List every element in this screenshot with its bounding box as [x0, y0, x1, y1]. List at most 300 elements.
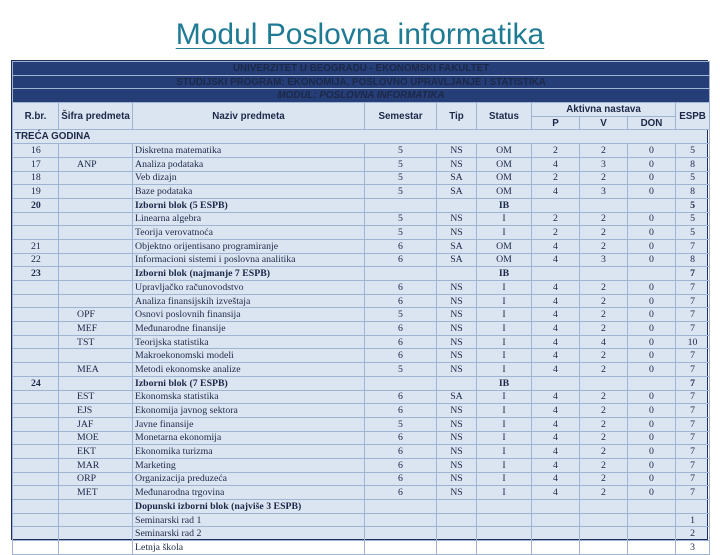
- cell-status: OM: [477, 239, 532, 253]
- cell-status: I: [477, 404, 532, 418]
- cell-tip: SA: [437, 253, 477, 267]
- cell-sem: 6: [365, 431, 437, 445]
- cell-p: 4: [532, 404, 580, 418]
- cell-code: [59, 239, 133, 253]
- cell-tip: NS: [437, 404, 477, 418]
- cell-v: [580, 198, 628, 212]
- cell-tip: [437, 198, 477, 212]
- col-p: P: [532, 116, 580, 130]
- cell-name: Izborni blok (5 ESPB): [133, 198, 365, 212]
- cell-p: 4: [532, 445, 580, 459]
- cell-code: [59, 541, 133, 555]
- cell-code: [59, 294, 133, 308]
- cell-code: MAR: [59, 458, 133, 472]
- cell-don: 0: [628, 335, 676, 349]
- course-row: [13, 431, 710, 445]
- cell-name: Seminarski rad 1: [133, 513, 365, 527]
- cell-v: 2: [580, 472, 628, 486]
- cell-tip: SA: [437, 239, 477, 253]
- cell-name: Teorijska statistika: [133, 335, 365, 349]
- cell-name: Ekonomska statistika: [133, 390, 365, 404]
- cell-name: Osnovi poslovnih finansija: [133, 308, 365, 322]
- cell-v: 3: [580, 253, 628, 267]
- cell-sem: 6: [365, 458, 437, 472]
- col-aktivna-nastava: Aktivna nastava: [532, 103, 676, 117]
- cell-sem: [365, 513, 437, 527]
- course-row: [13, 144, 710, 158]
- cell-name: Veb dizajn: [133, 171, 365, 185]
- cell-p: 2: [532, 144, 580, 158]
- cell-tip: SA: [437, 185, 477, 199]
- curriculum-table-image: [11, 60, 708, 553]
- cell-status: I: [477, 212, 532, 226]
- cell-espb: 7: [676, 376, 710, 390]
- cell-v: 2: [580, 363, 628, 377]
- cell-don: [628, 527, 676, 541]
- cell-code: EST: [59, 390, 133, 404]
- cell-name: Baze podataka: [133, 185, 365, 199]
- cell-code: EKT: [59, 445, 133, 459]
- cell-sem: 6: [365, 335, 437, 349]
- cell-code: [59, 513, 133, 527]
- cell-sem: 6: [365, 349, 437, 363]
- cell-name: Izborni blok (najmanje 7 ESPB): [133, 267, 365, 281]
- cell-p: 4: [532, 417, 580, 431]
- cell-don: 0: [628, 404, 676, 418]
- program-header: STUDIJSKI PROGRAM: EKONOMIJA, POSLOVNO UPRAVLJANJE I STATISTIKA: [13, 75, 710, 89]
- cell-code: [59, 500, 133, 514]
- cell-v: 3: [580, 185, 628, 199]
- cell-p: [532, 376, 580, 390]
- course-row: [13, 308, 710, 322]
- cell-status: I: [477, 335, 532, 349]
- cell-status: I: [477, 322, 532, 336]
- cell-sem: [365, 376, 437, 390]
- cell-sem: [365, 500, 437, 514]
- cell-name: Letnja škola: [133, 541, 365, 555]
- elective-block-row: [13, 376, 710, 390]
- cell-name: Analiza podataka: [133, 157, 365, 171]
- cell-code: [59, 171, 133, 185]
- cell-code: MOE: [59, 431, 133, 445]
- cell-tip: NS: [437, 294, 477, 308]
- course-row: [13, 513, 710, 527]
- col-espb: ESPB: [676, 103, 710, 130]
- cell-status: I: [477, 281, 532, 295]
- cell-sem: 6: [365, 472, 437, 486]
- course-row: [13, 335, 710, 349]
- cell-p: 4: [532, 239, 580, 253]
- cell-tip: NS: [437, 281, 477, 295]
- cell-don: [628, 376, 676, 390]
- course-row: [13, 212, 710, 226]
- cell-don: [628, 541, 676, 555]
- cell-name: Diskretna matematika: [133, 144, 365, 158]
- cell-tip: NS: [437, 226, 477, 240]
- cell-status: IB: [477, 267, 532, 281]
- cell-status: I: [477, 226, 532, 240]
- cell-sem: 5: [365, 185, 437, 199]
- course-row: [13, 390, 710, 404]
- cell-status: OM: [477, 157, 532, 171]
- cell-p: 4: [532, 458, 580, 472]
- elective-block-row: [13, 267, 710, 281]
- cell-status: I: [477, 458, 532, 472]
- cell-code: EJS: [59, 404, 133, 418]
- cell-don: 0: [628, 212, 676, 226]
- course-row: [13, 281, 710, 295]
- col-semestar: Semestar: [365, 103, 437, 130]
- cell-tip: NS: [437, 445, 477, 459]
- course-row: [13, 322, 710, 336]
- cell-v: 2: [580, 212, 628, 226]
- cell-rbr: 16: [13, 144, 59, 158]
- cell-p: 4: [532, 281, 580, 295]
- cell-status: IB: [477, 198, 532, 212]
- cell-espb: 7: [676, 267, 710, 281]
- cell-code: ANP: [59, 157, 133, 171]
- cell-p: 2: [532, 226, 580, 240]
- course-row: [13, 239, 710, 253]
- cell-don: 0: [628, 349, 676, 363]
- cell-rbr: [13, 527, 59, 541]
- course-row: [13, 253, 710, 267]
- cell-don: 0: [628, 239, 676, 253]
- cell-p: 4: [532, 308, 580, 322]
- col-tip: Tip: [437, 103, 477, 130]
- cell-don: 0: [628, 486, 676, 500]
- cell-don: 0: [628, 390, 676, 404]
- cell-code: MEA: [59, 363, 133, 377]
- cell-sem: 6: [365, 239, 437, 253]
- cell-p: [532, 541, 580, 555]
- cell-v: [580, 513, 628, 527]
- cell-don: 0: [628, 226, 676, 240]
- cell-status: OM: [477, 144, 532, 158]
- cell-v: [580, 376, 628, 390]
- cell-tip: NS: [437, 417, 477, 431]
- cell-espb: 7: [676, 322, 710, 336]
- cell-status: OM: [477, 171, 532, 185]
- cell-p: 4: [532, 349, 580, 363]
- cell-v: 2: [580, 349, 628, 363]
- cell-v: 2: [580, 445, 628, 459]
- cell-sem: 6: [365, 253, 437, 267]
- cell-v: 2: [580, 144, 628, 158]
- cell-rbr: [13, 458, 59, 472]
- cell-status: [477, 527, 532, 541]
- cell-don: 0: [628, 185, 676, 199]
- cell-status: I: [477, 472, 532, 486]
- cell-p: 4: [532, 390, 580, 404]
- cell-don: 0: [628, 171, 676, 185]
- cell-code: [59, 212, 133, 226]
- col-naziv: Naziv predmeta: [133, 103, 365, 130]
- cell-don: [628, 500, 676, 514]
- cell-tip: NS: [437, 212, 477, 226]
- cell-sem: [365, 267, 437, 281]
- col-v: V: [580, 116, 628, 130]
- cell-code: [59, 281, 133, 295]
- cell-tip: NS: [437, 144, 477, 158]
- cell-espb: 10: [676, 335, 710, 349]
- cell-status: I: [477, 445, 532, 459]
- cell-name: Dopunski izborni blok (najviše 3 ESPB): [133, 500, 365, 514]
- cell-espb: 7: [676, 445, 710, 459]
- cell-rbr: [13, 404, 59, 418]
- cell-tip: NS: [437, 472, 477, 486]
- cell-v: [580, 541, 628, 555]
- cell-status: OM: [477, 185, 532, 199]
- cell-rbr: [13, 363, 59, 377]
- cell-code: TST: [59, 335, 133, 349]
- cell-don: 0: [628, 157, 676, 171]
- course-row: [13, 541, 710, 555]
- cell-espb: 5: [676, 226, 710, 240]
- cell-rbr: [13, 472, 59, 486]
- cell-code: [59, 144, 133, 158]
- cell-sem: [365, 527, 437, 541]
- cell-don: 0: [628, 472, 676, 486]
- cell-code: JAF: [59, 417, 133, 431]
- cell-tip: NS: [437, 157, 477, 171]
- cell-code: [59, 267, 133, 281]
- cell-tip: [437, 267, 477, 281]
- cell-tip: NS: [437, 431, 477, 445]
- cell-name: Ekonomika turizma: [133, 445, 365, 459]
- cell-espb: 7: [676, 472, 710, 486]
- cell-p: 4: [532, 431, 580, 445]
- curriculum-table: [12, 61, 710, 555]
- cell-espb: [676, 500, 710, 514]
- cell-espb: 7: [676, 431, 710, 445]
- cell-v: 2: [580, 404, 628, 418]
- cell-p: [532, 527, 580, 541]
- course-row: [13, 226, 710, 240]
- cell-rbr: 17: [13, 157, 59, 171]
- cell-espb: 7: [676, 349, 710, 363]
- cell-don: 0: [628, 363, 676, 377]
- cell-tip: SA: [437, 390, 477, 404]
- cell-status: I: [477, 294, 532, 308]
- cell-espb: 2: [676, 527, 710, 541]
- cell-espb: 8: [676, 253, 710, 267]
- cell-sem: 5: [365, 157, 437, 171]
- cell-name: Međunarodne finansije: [133, 322, 365, 336]
- cell-p: 4: [532, 363, 580, 377]
- cell-don: [628, 267, 676, 281]
- cell-status: I: [477, 363, 532, 377]
- cell-rbr: [13, 486, 59, 500]
- course-row: [13, 527, 710, 541]
- cell-rbr: [13, 322, 59, 336]
- cell-tip: NS: [437, 363, 477, 377]
- cell-sem: 5: [365, 212, 437, 226]
- cell-espb: 3: [676, 541, 710, 555]
- cell-rbr: [13, 335, 59, 349]
- cell-p: 4: [532, 157, 580, 171]
- cell-rbr: [13, 294, 59, 308]
- cell-don: 0: [628, 322, 676, 336]
- cell-v: [580, 527, 628, 541]
- cell-v: [580, 500, 628, 514]
- cell-code: [59, 349, 133, 363]
- course-row: [13, 417, 710, 431]
- cell-don: [628, 198, 676, 212]
- cell-v: 2: [580, 226, 628, 240]
- cell-v: 4: [580, 335, 628, 349]
- cell-name: Metodi ekonomske analize: [133, 363, 365, 377]
- cell-status: [477, 513, 532, 527]
- course-row: [13, 363, 710, 377]
- cell-don: 0: [628, 308, 676, 322]
- cell-espb: 7: [676, 390, 710, 404]
- cell-status: [477, 500, 532, 514]
- course-row: [13, 445, 710, 459]
- cell-code: [59, 376, 133, 390]
- cell-don: [628, 513, 676, 527]
- cell-rbr: 19: [13, 185, 59, 199]
- cell-name: Linearna algebra: [133, 212, 365, 226]
- cell-v: 2: [580, 417, 628, 431]
- cell-v: 2: [580, 431, 628, 445]
- cell-rbr: [13, 500, 59, 514]
- course-row: [13, 349, 710, 363]
- cell-sem: 5: [365, 417, 437, 431]
- cell-espb: 1: [676, 513, 710, 527]
- cell-name: Izborni blok (7 ESPB): [133, 376, 365, 390]
- cell-espb: 7: [676, 363, 710, 377]
- cell-rbr: 24: [13, 376, 59, 390]
- cell-code: MET: [59, 486, 133, 500]
- col-sifra: Šifra predmeta: [59, 103, 133, 130]
- cell-v: 2: [580, 281, 628, 295]
- cell-tip: NS: [437, 458, 477, 472]
- cell-tip: [437, 376, 477, 390]
- cell-status: I: [477, 308, 532, 322]
- cell-name: Seminarski rad 2: [133, 527, 365, 541]
- section-label: TREĆA GODINA: [13, 130, 710, 144]
- cell-name: Marketing: [133, 458, 365, 472]
- cell-name: Makroekonomski modeli: [133, 349, 365, 363]
- cell-p: 4: [532, 322, 580, 336]
- cell-don: 0: [628, 144, 676, 158]
- course-row: [13, 294, 710, 308]
- cell-rbr: 18: [13, 171, 59, 185]
- cell-code: [59, 185, 133, 199]
- cell-name: Objektno orijentisano programiranje: [133, 239, 365, 253]
- cell-p: 2: [532, 171, 580, 185]
- cell-sem: 5: [365, 226, 437, 240]
- cell-espb: 7: [676, 281, 710, 295]
- cell-name: Upravljačko računovodstvo: [133, 281, 365, 295]
- cell-tip: [437, 513, 477, 527]
- course-row: [13, 185, 710, 199]
- cell-rbr: 23: [13, 267, 59, 281]
- col-rbr: R.br.: [13, 103, 59, 130]
- cell-rbr: [13, 445, 59, 459]
- cell-don: 0: [628, 458, 676, 472]
- cell-p: [532, 267, 580, 281]
- cell-p: 4: [532, 253, 580, 267]
- cell-rbr: [13, 226, 59, 240]
- cell-espb: 7: [676, 417, 710, 431]
- cell-rbr: [13, 308, 59, 322]
- cell-espb: 5: [676, 212, 710, 226]
- cell-sem: 5: [365, 363, 437, 377]
- cell-rbr: [13, 212, 59, 226]
- cell-rbr: 21: [13, 239, 59, 253]
- cell-don: 0: [628, 253, 676, 267]
- cell-status: I: [477, 390, 532, 404]
- cell-don: 0: [628, 281, 676, 295]
- cell-tip: NS: [437, 335, 477, 349]
- cell-p: 4: [532, 486, 580, 500]
- cell-p: 4: [532, 472, 580, 486]
- cell-code: ORP: [59, 472, 133, 486]
- cell-v: 2: [580, 171, 628, 185]
- cell-don: 0: [628, 417, 676, 431]
- cell-espb: 7: [676, 308, 710, 322]
- cell-name: Teorija verovatnoća: [133, 226, 365, 240]
- cell-espb: 7: [676, 294, 710, 308]
- module-header: MODUL: POSLOVNA INFORMATIKA: [13, 89, 710, 103]
- course-row: [13, 472, 710, 486]
- cell-rbr: [13, 513, 59, 527]
- cell-tip: NS: [437, 322, 477, 336]
- cell-status: I: [477, 431, 532, 445]
- cell-sem: [365, 198, 437, 212]
- cell-status: IB: [477, 376, 532, 390]
- cell-sem: 6: [365, 294, 437, 308]
- cell-espb: 5: [676, 198, 710, 212]
- cell-name: Organizacija preduzeća: [133, 472, 365, 486]
- col-status: Status: [477, 103, 532, 130]
- cell-sem: 5: [365, 144, 437, 158]
- col-don: DON: [628, 116, 676, 130]
- cell-sem: 6: [365, 281, 437, 295]
- slide-title: Modul Poslovna informatika: [175, 18, 545, 51]
- cell-don: 0: [628, 294, 676, 308]
- cell-name: Monetarna ekonomija: [133, 431, 365, 445]
- cell-v: 2: [580, 294, 628, 308]
- cell-rbr: [13, 281, 59, 295]
- university-header: UNIVERZITET U BEOGRADU - EKONOMSKI FAKULTET: [13, 62, 710, 76]
- cell-code: [59, 527, 133, 541]
- cell-espb: 5: [676, 144, 710, 158]
- cell-status: OM: [477, 253, 532, 267]
- cell-espb: 7: [676, 239, 710, 253]
- cell-rbr: [13, 541, 59, 555]
- cell-v: 2: [580, 390, 628, 404]
- cell-v: 2: [580, 239, 628, 253]
- course-row: [13, 486, 710, 500]
- cell-rbr: [13, 349, 59, 363]
- cell-rbr: 22: [13, 253, 59, 267]
- cell-v: 2: [580, 458, 628, 472]
- cell-p: [532, 513, 580, 527]
- cell-tip: [437, 500, 477, 514]
- cell-tip: SA: [437, 171, 477, 185]
- cell-v: 2: [580, 322, 628, 336]
- cell-v: [580, 267, 628, 281]
- cell-sem: 5: [365, 171, 437, 185]
- cell-p: [532, 198, 580, 212]
- cell-name: Informacioni sistemi i poslovna analitika: [133, 253, 365, 267]
- cell-don: 0: [628, 431, 676, 445]
- cell-name: Ekonomija javnog sektora: [133, 404, 365, 418]
- cell-status: I: [477, 417, 532, 431]
